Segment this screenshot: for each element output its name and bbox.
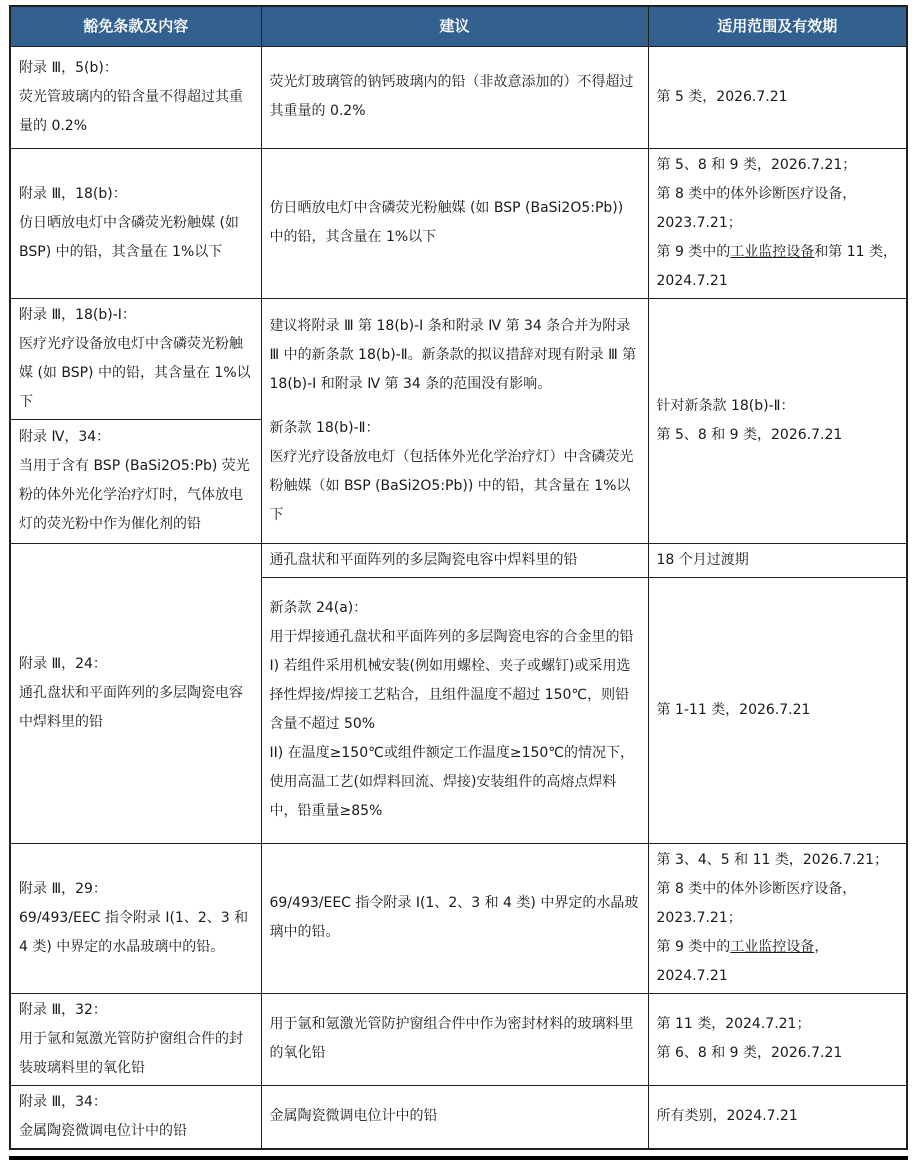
cell-annex3-18b-clause <box>10 148 261 298</box>
cell-annex3-24-suggestion-top <box>261 543 648 577</box>
cell-annex3-32-suggestion <box>261 993 648 1085</box>
header-scope-validity: 适用范围及有效期 <box>648 6 907 46</box>
suggestion-paragraph-2: 新条款 18(b)-Ⅱ： 医疗光疗设备放电灯（包括体外光化学治疗灯）中含磷荧光粉触媒（如 BSP (BaSi2O5:Pb)) 中的铅，其含量在 1%以下 <box>269 419 634 523</box>
cell-text: 第 5 类，2026.7.21 <box>656 88 788 105</box>
table-row-annex3-24-top <box>10 543 907 577</box>
cell-text: 附录 Ⅳ，34： 当用于含有 BSP (BaSi2O5:Pb) 荧光粉的体外光化学治疗灯时，气体放电灯的荧光粉中作为催化剂的铅 <box>19 429 250 532</box>
cell-annex3-18b-scope <box>648 148 907 298</box>
scope-text: 和第 11 类， 2024.7.21 <box>656 243 898 289</box>
underlined-industrial-monitoring: 工业监控设备 <box>730 938 815 955</box>
header-exemption-clause: 豁免条款及内容 <box>10 6 261 46</box>
cell-text: 荧光灯玻璃管的钠钙玻璃内的铅（非故意添加的）不得超过其重量的 0.2% <box>269 74 634 119</box>
cell-text: 附录 Ⅲ，32： 用于氩和氪激光管防护窗组合件的封装玻璃料里的氧化铅 <box>19 1001 243 1076</box>
cell-text <box>657 846 899 991</box>
header-suggestion: 建议 <box>261 6 648 46</box>
cell-text: 附录 Ⅲ，34： 金属陶瓷微调电位计中的铅 <box>19 1093 187 1139</box>
cell-text <box>657 151 899 296</box>
table-row-annex3-29 <box>10 843 907 993</box>
cell-text: 附录 Ⅲ，5(b)： 荧光管玻璃内的铅含量不得超过其重量的 0.2% <box>19 59 243 134</box>
cell-text: 仿日晒放电灯中含磷荧光粉触媒 (如 BSP (BaSi2O5:Pb)) 中的铅，其含量在 1%以下 <box>269 200 624 245</box>
table-row-annex3-18b <box>10 148 907 298</box>
cell-annex3-5b-scope <box>648 46 907 148</box>
cell-annex3-18b-suggestion <box>261 148 648 298</box>
cell-text: 附录 Ⅲ，18(b)-I： 医疗光疗设备放电灯中含磷荧光粉触媒 (如 BSP) 中的铅，其含量在 1%以下 <box>19 306 251 410</box>
scope-text: 第 5、8 和 9 类，2026.7.21； 第 8 类中的体外诊断医疗设备， 2023.7.21； 第 9 类中的 <box>656 156 857 260</box>
table-row-annex3-5b <box>10 46 907 148</box>
cell-annex3-24-scope-bottom <box>648 577 907 843</box>
cell-annex3-18b-i-clause <box>10 298 261 419</box>
cell-annex3-32-scope <box>648 993 907 1085</box>
cell-text: 附录 Ⅲ，29： 69/493/EEC 指令附录 I(1、2、3 和 4 类) 中界定的水晶玻璃中的铅。 <box>19 880 249 955</box>
cell-text: 金属陶瓷微调电位计中的铅 <box>269 1108 438 1124</box>
cell-annex3-34-clause <box>10 1085 261 1149</box>
cell-merge-18b-suggestion <box>261 298 648 543</box>
cell-annex3-29-clause <box>10 843 261 993</box>
cell-annex3-29-scope <box>648 843 907 993</box>
cell-annex3-32-clause <box>10 993 261 1085</box>
cell-annex3-34-scope <box>648 1085 907 1149</box>
cell-text: 附录 Ⅲ，24： 通孔盘状和平面阵列的多层陶瓷电容中焊料里的铅 <box>19 655 243 730</box>
cell-text: 用于氩和氪激光管防护窗组合件中作为密封材料的玻璃料里的氧化铅 <box>269 1016 634 1061</box>
cell-text: 新条款 24(a)： 用于焊接通孔盘状和平面阵列的多层陶瓷电容的合金里的铅 I) 若组件采用机械安装(例如用螺栓、夹子或螺钉)或采用选择性焊接/焊接工艺粘合，且组件温度不超过 150℃，则铅含量不超过 50% II) 在温度≥150℃或组件额定工作温度≥150℃的情况下，使用高温工艺(如焊料回流、焊接)安装组件的高熔点焊料中，铅重量≥85% <box>269 600 635 819</box>
cell-text: 69/493/EEC 指令附录 I(1、2、3 和 4 类) 中界定的水晶玻璃中的铅。 <box>269 895 639 940</box>
bottom-rule <box>9 1156 908 1160</box>
cell-annex3-34-suggestion <box>261 1085 648 1149</box>
cell-text: 所有类别，2024.7.21 <box>656 1108 798 1124</box>
scope-text: 第 3、4、5 和 11 类，2026.7.21； 第 8 类中的体外诊断医疗设备， 2023.7.21； 第 9 类中的 <box>656 851 889 955</box>
exemption-table <box>9 5 908 1150</box>
cell-annex3-5b-suggestion <box>261 46 648 148</box>
cell-annex3-24-scope-top <box>648 543 907 577</box>
header-row <box>10 6 907 46</box>
cell-text: 针对新条款 18(b)-Ⅱ： 第 5、8 和 9 类，2026.7.21 <box>656 397 843 443</box>
table-row-annex3-34 <box>10 1085 907 1149</box>
cell-annex4-34-clause <box>10 419 261 543</box>
table-row-annex3-18b-i <box>10 298 907 419</box>
underlined-industrial-monitoring: 工业监控设备 <box>730 243 815 260</box>
cell-text: 第 11 类，2024.7.21； 第 6、8 和 9 类，2026.7.21 <box>656 1016 843 1061</box>
cell-annex3-24-suggestion-bottom <box>261 577 648 843</box>
suggestion-paragraph-1: 建议将附录 Ⅲ 第 18(b)-I 条和附录 Ⅳ 第 34 条合并为附录 Ⅲ 中的新条款 18(b)-Ⅱ。新条款的拟议措辞对现有附录 Ⅲ 第 18(b)-I 和附录 Ⅳ 第 34 条的范围没有影响。 <box>269 317 637 392</box>
table-row-annex3-32 <box>10 993 907 1085</box>
scope-text: ，2024.7.21 <box>656 938 829 984</box>
cell-text: 18 个月过渡期 <box>656 551 749 568</box>
cell-merge-18b-scope <box>648 298 907 543</box>
cell-text: 通孔盘状和平面阵列的多层陶瓷电容中焊料里的铅 <box>269 551 578 568</box>
cell-annex3-24-clause <box>10 543 261 843</box>
cell-text: 附录 Ⅲ，18(b)： 仿日晒放电灯中含磷荧光粉触媒 (如 BSP) 中的铅，其含量在 1%以下 <box>19 185 239 260</box>
cell-text: 第 1-11 类，2026.7.21 <box>656 701 811 718</box>
cell-annex3-29-suggestion <box>261 843 648 993</box>
cell-annex3-5b-clause <box>10 46 261 148</box>
